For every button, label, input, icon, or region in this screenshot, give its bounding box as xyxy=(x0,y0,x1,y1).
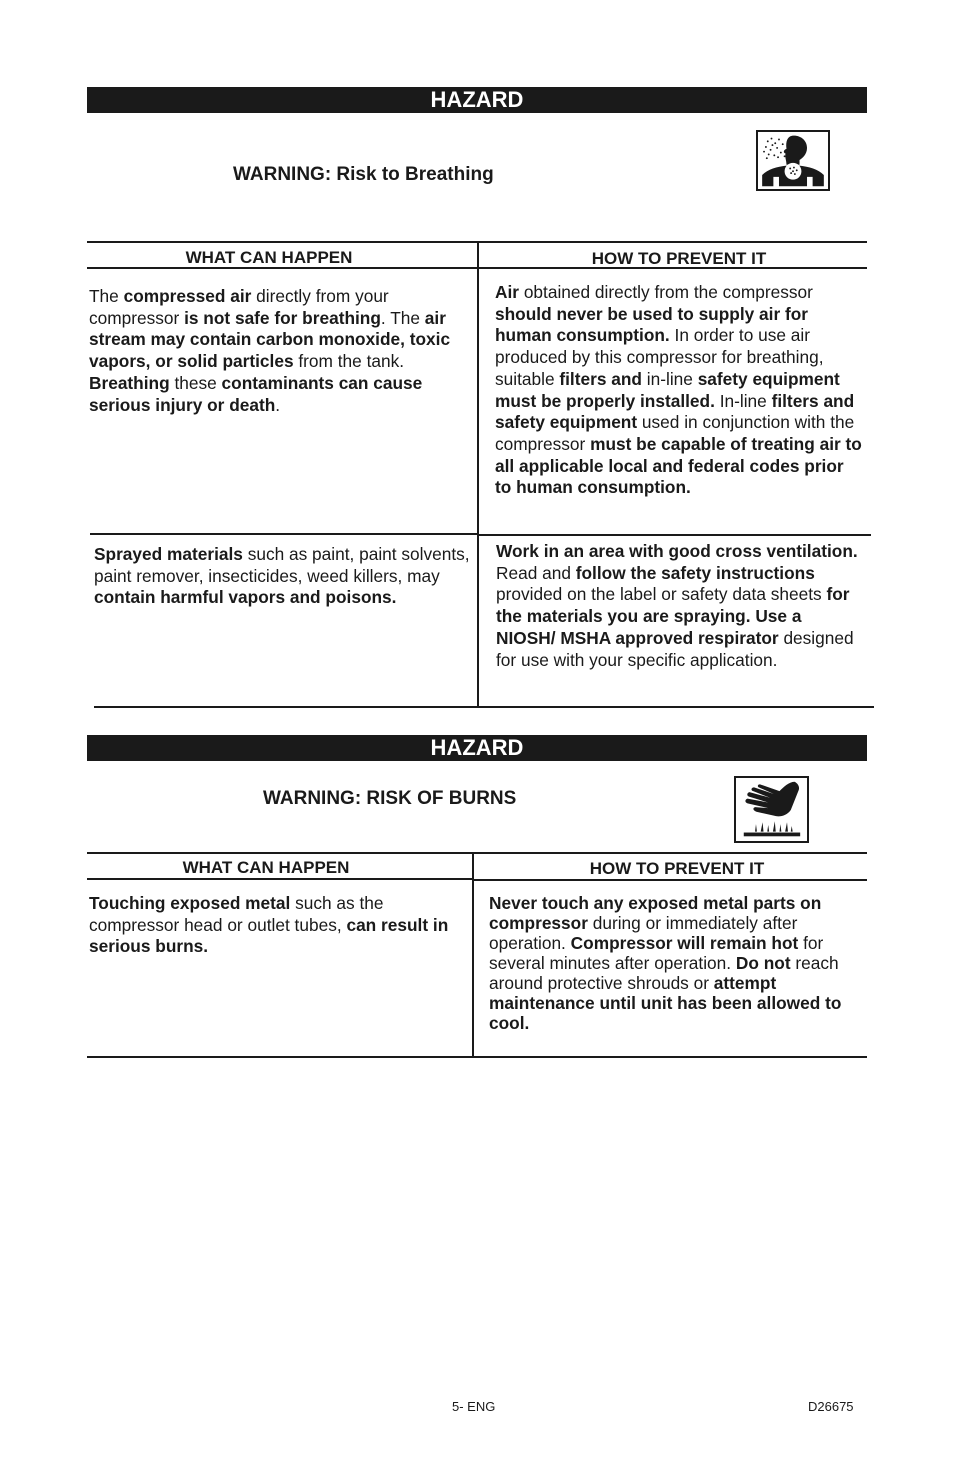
text-segment: Read and xyxy=(496,562,576,583)
warning-burns-title: WARNING: RISK OF BURNS xyxy=(263,788,517,809)
table1-column-divider xyxy=(477,241,479,708)
bold-text-segment: filters and xyxy=(559,368,642,389)
table1-row-rule-right xyxy=(479,534,871,536)
table2-header-rule-right xyxy=(474,879,867,881)
bold-text-segment: filters and safety equipment xyxy=(495,390,855,433)
bold-text-segment: Do not xyxy=(735,953,791,973)
bold-text-segment: Touching exposed metal xyxy=(89,893,291,913)
table1-header-what-can-happen: WHAT CAN HAPPEN xyxy=(185,248,353,267)
bold-text-segment: must be capable of treating air to all applicable local and federal codes prior to human consumption. xyxy=(495,433,862,498)
bold-text-segment: contaminants can cause serious injury or death xyxy=(89,372,423,415)
text-segment: such as paint, paint solvents, paint remover, insecticides, weed killers, may xyxy=(94,544,470,586)
table1-row2-what-cell xyxy=(94,544,470,609)
text-segment: used in conjunction with the compressor xyxy=(495,412,855,454)
table2-row1-what-cell xyxy=(89,893,451,958)
text-segment: directly from your compressor xyxy=(89,286,389,328)
text-segment: In order to use air produced by this compressor for breathing, suitable xyxy=(495,325,824,389)
bold-text-segment: contain harmful vapors and poisons. xyxy=(94,587,397,608)
text-segment: In-line xyxy=(714,390,772,411)
bold-text-segment: is not safe for breathing xyxy=(184,307,381,328)
table1-row1-prevent-cell xyxy=(495,282,863,499)
bold-text-segment: Never touch any exposed metal parts on compressor xyxy=(489,893,822,933)
text-segment: from the tank. xyxy=(293,351,405,372)
table2-header-rule-left xyxy=(87,878,472,880)
warning-breathing-title: WARNING: Risk to Breathing xyxy=(233,164,494,185)
bold-text-segment: Breathing xyxy=(89,372,170,393)
table1-row1-what-cell xyxy=(89,286,461,416)
table2-column-divider xyxy=(472,852,474,1058)
table2-top-rule xyxy=(87,852,867,854)
bold-text-segment: for the materials you are spraying. Use a NIOSH/ MSHA approved respirator xyxy=(496,584,850,648)
table1-row2-prevent-cell xyxy=(496,541,862,671)
table1-header-how-to-prevent: HOW TO PREVENT IT xyxy=(591,249,767,268)
bold-text-segment: Work in an area with good cross ventilation. xyxy=(496,541,858,561)
table2-bottom-rule xyxy=(87,1056,867,1058)
bold-text-segment: follow the safety instructions xyxy=(575,562,815,583)
table2-header-what-can-happen: WHAT CAN HAPPEN xyxy=(182,858,350,877)
text-segment: for several minutes after operation. xyxy=(489,933,824,973)
text-segment: . The xyxy=(380,307,425,328)
breathing-hazard-icon xyxy=(756,130,830,191)
text-segment: designed for use with your specific application. xyxy=(496,627,854,670)
bold-text-segment: safety equipment must be properly installed. xyxy=(495,368,840,411)
table2-header-how-to-prevent: HOW TO PREVENT IT xyxy=(589,859,765,878)
table2-row1-prevent-cell xyxy=(489,893,859,1033)
text-segment: provided on the label or safety data sheets xyxy=(496,584,827,605)
bold-text-segment: compressed air xyxy=(123,286,252,306)
bold-text-segment: Sprayed materials xyxy=(94,544,243,564)
page-number: 5- ENG xyxy=(452,1399,496,1414)
hazard-bar-breathing: HAZARD xyxy=(87,87,867,113)
bold-text-segment: should never be used to supply air for human consumption. xyxy=(495,303,809,346)
text-segment: such as the compressor head or outlet tubes, xyxy=(89,893,384,935)
bold-text-segment: air stream may contain carbon monoxide, toxic vapors, or solid particles xyxy=(89,307,451,372)
hazard-bar-burns: HAZARD xyxy=(87,735,867,761)
text-segment: these xyxy=(169,372,222,393)
text-segment: reach around protective shrouds or xyxy=(489,953,839,993)
bold-text-segment: Air xyxy=(495,282,520,302)
text-segment: The xyxy=(89,286,124,306)
bold-text-segment: Compressor will remain hot xyxy=(570,933,799,953)
text-segment: . xyxy=(275,394,281,415)
text-segment: obtained directly from the compressor xyxy=(519,282,813,302)
bold-text-segment: attempt maintenance until unit has been allowed to cool. xyxy=(489,973,842,1033)
document-code: D26675 xyxy=(808,1399,854,1414)
table1-row-rule-left xyxy=(90,533,478,535)
hot-surface-icon xyxy=(734,776,809,843)
bold-text-segment: can result in serious burns. xyxy=(89,914,449,957)
text-segment: in-line xyxy=(641,368,698,389)
text-segment: during or immediately after operation. xyxy=(489,913,798,953)
table1-bottom-rule xyxy=(94,706,874,708)
